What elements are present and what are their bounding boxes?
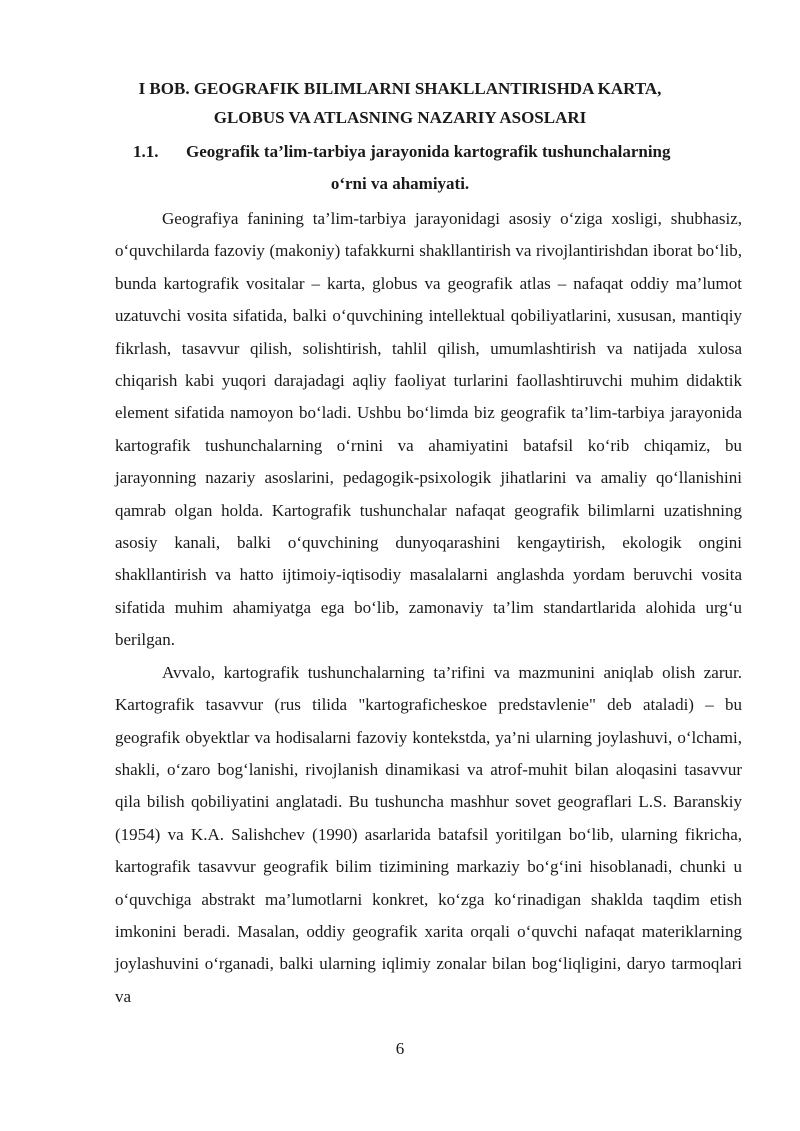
paragraph-1: Geografiya fanining ta’lim-tarbiya jarayonidagi asosiy o‘ziga xosligi, shubhasiz, o‘quvchilarda fazoviy (makoniy) tafakkurni shakllantirish va rivojlantirishdan iborat bo‘lib, bunda kartografik vositalar – karta, globus va geografik atlas – nafaqat oddiy ma’lumot uzatuvchi vosita sifatida, balki o‘quvchining intellektual qobiliyatlarini, xususan, mantiqiy fikrlash, tasavvur qilish, solishtirish, tahlil qilish, umumlashtirish va natijada xulosa chiqarish kabi yuqori darajadagi aqliy faoliyat turlarini faollashtiruvchi muhim didaktik element sifatida namoyon bo‘ladi. Ushbu bo‘limda biz geografik ta’lim-tarbiya jarayonida kartografik tushunchalarning o‘rnini va ahamiyatini batafsil ko‘rib chiqamiz, bu jarayonning nazariy asoslarini, pedagogik-psixologik jihatlarini va amaliy qo‘llanishini qamrab olgan holda. Kartografik tushunchalar nafaqat geografik bilimlarni uzatishning asosiy kanali, balki o‘quvchining dunyoqarashini kengaytirish, ekologik ongini shakllantirish va hatto ijtimoiy-iqtisodiy masalalarni anglashda yordam beruvchi vosita sifatida muhim ahamiyatga ega bo‘lib, zamonaviy ta’lim standartlarida alohida urg‘u berilgan. (115, 209, 742, 650)
chapter-title-line-2: GLOBUS VA ATLASNING NAZARIY ASOSLARI (213, 108, 587, 127)
chapter-title (0, 74, 800, 132)
page-number: 6 (395, 1039, 405, 1058)
section-number: 1.1. (133, 142, 159, 161)
paragraph-2: Avvalo, kartografik tushunchalarning ta’rifini va mazmunini aniqlab olish zarur. Kartografik tasavvur (rus tilida "kartograficheskoe predstavlenie" deb ataladi) – bu geografik obyektlar va hodisalarni fazoviy kontekstda, ya’ni ularning joylashuvi, o‘lchami, shakli, o‘zaro bog‘lanishi, rivojlanish dinamikasi va atrof-muhit bilan aloqasini tasavvur qila bilish qobiliyatini anglatadi. Bu tushuncha mashhur sovet geograflari L.S. Baranskiy (1954) va K.A. Salishchev (1990) asarlarida batafsil yoritilgan bo‘lib, ularning fikricha, kartografik tasavvur geografik bilim tizimining markaziy bo‘g‘ini hisoblanadi, chunki u o‘quvchiga abstrakt ma’lumotlarni konkret, ko‘zga ko‘rinadigan shaklda taqdim etish imkonini beradi. Masalan, oddiy geografik xarita orqali o‘quvchi nafaqat materiklarning joylashuvini o‘rganadi, balki ularning iqlimiy zonalar bilan bog‘liqligini, daryo tarmoqlari va (115, 662, 742, 1006)
chapter-title-line-1: I BOB. GEOGRAFIK BILIMLARNI SHAKLLANTIRISHDA KARTA, (138, 79, 662, 98)
section-title-line-1: Geografik ta’lim-tarbiya jarayonida kartografik tushunchalarning (186, 142, 671, 161)
body-text (115, 203, 742, 1013)
section-title-line-2: o‘rni va ahamiyati. (330, 174, 470, 193)
